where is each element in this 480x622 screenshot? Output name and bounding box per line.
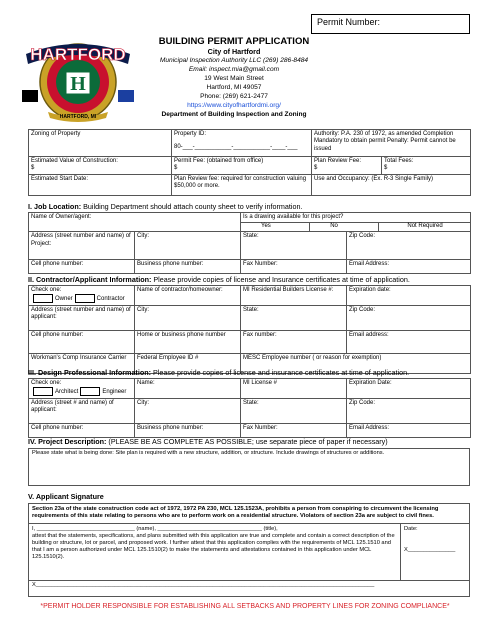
section-2-heading: II. Contractor/Applicant Information: Please provide copies of license and Insurance certificates at time of application. xyxy=(28,275,410,284)
project-address-cell[interactable]: Address (street number and name) of Project: xyxy=(29,232,135,260)
builder-license-cell[interactable]: MI Residential Builders License #: xyxy=(241,286,347,306)
logo-wordmark: HARTFORD xyxy=(30,45,126,64)
permit-number-label: Permit Number: xyxy=(317,17,381,27)
address-line-2: Hartford, MI 49057 xyxy=(206,84,262,91)
total-fees-cell[interactable]: Total Fees: $ xyxy=(382,157,471,175)
drawing-no-option[interactable]: No xyxy=(310,223,379,231)
owner-business-phone[interactable]: Business phone number: xyxy=(135,260,241,274)
drawing-not-required-option[interactable]: Not Required xyxy=(407,223,443,230)
owner-checkbox[interactable] xyxy=(33,294,53,303)
project-city-cell[interactable]: City: xyxy=(135,232,241,260)
professional-zip-cell[interactable]: Zip Code: xyxy=(347,398,471,423)
drawing-yes-option[interactable]: Yes xyxy=(241,223,310,231)
professional-cell-phone[interactable]: Cell phone number: xyxy=(29,423,135,437)
zoning-cell[interactable]: Zoning of Property xyxy=(29,130,172,157)
professional-address-cell[interactable]: Address (street # and name) of applicant: xyxy=(29,398,135,423)
form-title: BUILDING PERMIT APPLICATION xyxy=(158,36,310,47)
professional-email[interactable]: Email Address: xyxy=(347,423,471,437)
city-name: City of Hartford xyxy=(207,47,261,56)
signature-block xyxy=(28,503,470,597)
project-zip-cell[interactable]: Zip Code: xyxy=(347,232,471,260)
department-name: Department of Building Inspection and Zoning xyxy=(161,111,307,118)
attestation-text: I, _______________________________ (name), _________________________________ (title), attest that the statements, specifications, and plans submitted with this application are true and complete and contain a correct description of the building or structure, lot or parcel, and proposed work. I further attest that this application complies with the requirements of MCL 125.1510 and that I am a person authorized under MCL 125.1510(2) to make the statements and attestations contained in this application under MCL 125.1510(2). xyxy=(29,524,401,580)
applicant-address-cell[interactable]: Address (street number and name) of applicant: xyxy=(29,305,135,330)
est-start-cell[interactable]: Estimated Start Date: xyxy=(29,175,172,196)
applicant-email[interactable]: Email address: xyxy=(347,330,471,353)
professional-name-cell[interactable]: Name: xyxy=(135,379,241,399)
city-seal-logo xyxy=(18,30,138,124)
professional-fax[interactable]: Fax Number: xyxy=(241,423,347,437)
logo-letter: H xyxy=(70,73,86,95)
license-expiration-cell[interactable]: Expiration date: xyxy=(347,286,471,306)
applicant-state-cell[interactable]: State: xyxy=(241,305,347,330)
applicant-cell-phone[interactable]: Cell phone number: xyxy=(29,330,135,353)
drawing-available-cell: Is a drawing available for this project? Yes No Not Required xyxy=(241,213,471,232)
applicant-city-cell[interactable]: City: xyxy=(135,305,241,330)
address-line-1: 19 West Main Street xyxy=(204,75,264,82)
signature-line[interactable]: X___________________________________________________________________________________________________________ xyxy=(29,580,469,590)
project-description-field[interactable]: Please state what is being done: Site plan is required with a new structure, addition, or structure. Include drawings of structures or additions. xyxy=(28,448,470,486)
design-professional-table xyxy=(28,378,471,438)
professional-type-cell: Check one: Architect Engineer xyxy=(29,379,135,399)
project-state-cell[interactable]: State: xyxy=(241,232,347,260)
workmans-comp-cell[interactable]: Workman's Comp Insurance Carrier xyxy=(29,353,135,373)
logo-subtext: HARTFORD, MI xyxy=(59,114,97,120)
website-link[interactable]: https://www.cityofhartfordmi.org/ xyxy=(187,102,281,109)
contact-email: Email: inspect.mia@gmail.com xyxy=(188,66,280,73)
applicant-home-phone[interactable]: Home or business phone number xyxy=(135,330,241,353)
engineer-checkbox[interactable] xyxy=(80,387,100,396)
plan-review-note: Plan Review fee: required for construction valuing $50,000 or more. xyxy=(172,175,312,196)
professional-city-cell[interactable]: City: xyxy=(135,398,241,423)
owner-fax[interactable]: Fax Number: xyxy=(241,260,347,274)
zoning-compliance-footer: *PERMIT HOLDER RESPONSIBLE FOR ESTABLISHING ALL SETBACKS AND PROPERTY LINES FOR ZONING COMPLIANCE* xyxy=(40,603,450,610)
authority-note: Authority: P.A. 230 of 1972, as amended Completion Mandatory to obtain permit Penalty: Permit cannot be issued xyxy=(312,130,471,157)
professional-expiration-cell[interactable]: Expiration Date: xyxy=(347,379,471,399)
permit-fee-cell[interactable]: Permit Fee: (obtained from office) $ xyxy=(172,157,312,175)
owner-cell-phone[interactable]: Cell phone number: xyxy=(29,260,135,274)
owner-name-cell[interactable]: Name of Owner/agent: xyxy=(29,213,241,232)
civil-fines-warning: Section 23a of the state construction code act of 1972, 1972 PA 230, MCL 125.1523A, prohibits a person from conspiring to circumvent the licensing requirements of this state relating to persons who are to perform work on a residential structure. Violators of section 23a are subject to civil fines. xyxy=(29,504,469,524)
header-block xyxy=(150,36,318,119)
permit-number-box[interactable] xyxy=(311,14,470,34)
inspection-authority: Municipal Inspection Authority LLC (269) 286-8484 xyxy=(159,57,309,64)
contractor-checkbox[interactable] xyxy=(75,294,95,303)
section-5-heading: V. Applicant Signature xyxy=(28,492,104,501)
owner-email[interactable]: Email Address: xyxy=(347,260,471,274)
phone-line: Phone: (269) 621-2477 xyxy=(200,93,268,100)
applicant-fax[interactable]: Fax number: xyxy=(241,330,347,353)
est-value-cell[interactable]: Estimated Value of Construction: $ xyxy=(29,157,172,175)
property-id-cell[interactable]: Property ID: 80-___-___________-___________-____-___ xyxy=(172,130,312,157)
date-field[interactable]: Date: X_______________ xyxy=(404,525,456,553)
professional-business-phone[interactable]: Business phone number: xyxy=(135,423,241,437)
property-info-table xyxy=(28,129,471,196)
section-1-heading: I. Job Location: Building Department should attach county sheet to verify information. xyxy=(28,202,303,211)
applicant-type-cell: Check one: Owner Contractor xyxy=(29,286,135,306)
architect-checkbox[interactable] xyxy=(33,387,53,396)
professional-state-cell[interactable]: State: xyxy=(241,398,347,423)
mi-license-cell[interactable]: MI License # xyxy=(241,379,347,399)
mesc-cell[interactable]: MESC Employee number ( or reason for exemption) xyxy=(241,353,471,373)
job-location-table xyxy=(28,212,471,274)
use-occupancy-cell[interactable]: Use and Occupancy: (Ex. R-3 Single Family) xyxy=(312,175,471,196)
section-4-heading: IV. Project Description: (PLEASE BE AS COMPLETE AS POSSIBLE; use separate piece of paper if necessary) xyxy=(28,437,388,446)
federal-id-cell[interactable]: Federal Employee ID # xyxy=(135,353,241,373)
contractor-table xyxy=(28,285,471,374)
name-title-line[interactable]: I, _______________________________ (name), _________________________________ (title), xyxy=(32,525,278,532)
applicant-zip-cell[interactable]: Zip Code: xyxy=(347,305,471,330)
section-3-heading: III. Design Professional Information: Please provide copies of license and insurance certificates at time of application. xyxy=(28,368,410,377)
plan-review-fee-cell[interactable]: Plan Review Fee: $ xyxy=(312,157,382,175)
contractor-name-cell[interactable]: Name of contractor/homeowner: xyxy=(135,286,241,306)
